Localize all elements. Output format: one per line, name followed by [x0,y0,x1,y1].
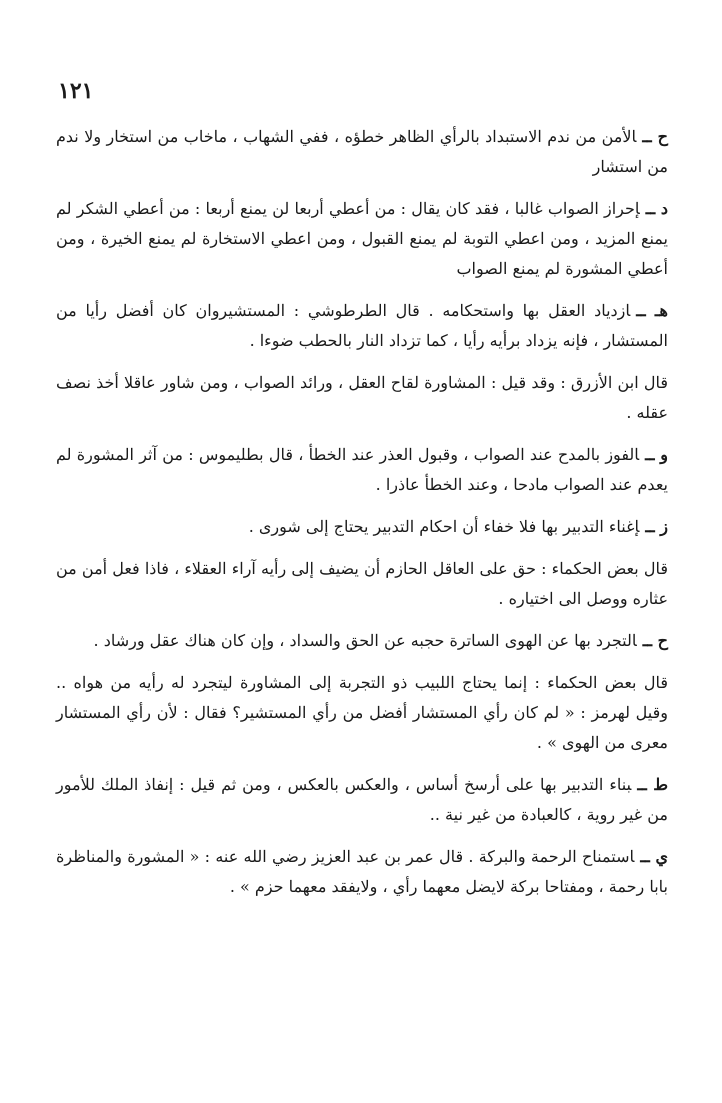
paragraph-text: التجرد بها عن الهوى الساترة حجبه عن الحق والسداد ، وإن كان هناك عقل ورشاد . [93,631,637,650]
paragraph-label: ز ــ [645,517,668,536]
page-body [56,122,668,914]
paragraph-text: قال بعض الحكماء : إنما يحتاج اللبيب ذو التجربة إلى المشاورة ليتجرد له رأيه من هواه .. وقيل لهرمز : « لم كان رأي المستشار أفضل من رأي المستشير؟ فقال : لأن رأي المستشار معرى من الهوى » . [56,673,668,752]
paragraph-text: قال ابن الأزرق : وقد قيل : المشاورة لقاح العقل ، ورائد الصواب ، ومن شاور عاقلا أخذ نصف عقله . [56,373,668,422]
paragraph-text: استمناح الرحمة والبركة . قال عمر بن عبد العزيز رضي الله عنه : « المشورة والمناظرة بابا رحمة ، ومفتاحا بركة لايضل معهما رأي ، ولايفقد معهما حزم » . [56,847,668,896]
paragraph-text: الأمن من ندم الاستبداد بالرأي الظاهر خطؤه ، ففي الشهاب ، ماخاب من استخار ولا ندم من استشار [56,127,668,176]
paragraph [56,842,668,902]
paragraph [56,512,668,542]
paragraph-label: ح ــ [642,127,668,146]
paragraph-label: ط ــ [637,775,668,794]
paragraph [56,368,668,428]
paragraph-label: ي ــ [640,847,669,866]
paragraph-text: بناء التدبير بها على أرسخ أساس ، والعكس بالعكس ، ومن ثم قيل : إنفاذ الملك للأمور من غير روية ، كالعبادة من غير نية .. [56,775,668,824]
paragraph-label: ح ــ [642,631,668,650]
paragraph-text: إحراز الصواب غالبا ، فقد كان يقال : من أعطي أربعا لن يمنع أربعا : من أعطي الشكر لم يمنع المزيد ، ومن اعطي التوبة لم يمنع القبول ، ومن اعطي الاستخارة لم يمنع الخيرة ، ومن أعطي المشورة لم يمنع الصواب [56,199,668,278]
paragraph [56,770,668,830]
paragraph [56,296,668,356]
paragraph [56,122,668,182]
paragraph [56,554,668,614]
page-number: ١٢١ [58,78,94,104]
paragraph-label: و ــ [645,445,669,464]
paragraph-text: قال بعض الحكماء : حق على العاقل الحازم أن يضيف إلى رأيه آراء العقلاء ، فاذا فعل أمن من عثاره ووصل الى اختياره . [56,559,668,608]
paragraph-label: هـ ــ [636,301,668,320]
paragraph-text: ازدياد العقل بها واستحكامه . قال الطرطوشي : المستشيروان كان أفضل رأيا من المستشار ، فإنه يزداد برأيه رأيا ، كما تزداد النار بالحطب ضوءا . [56,301,668,350]
paragraph [56,626,668,656]
paragraph-text: الفوز بالمدح عند الصواب ، وقبول العذر عند الخطأ ، قال بطليموس : من آثر المشورة لم يعدم عند الصواب مادحا ، وعند الخطأ عاذرا . [56,445,668,494]
paragraph-text: إغناء التدبير بها فلا خفاء أن احكام التدبير يحتاج إلى شورى . [248,517,640,536]
paragraph [56,668,668,758]
paragraph [56,194,668,284]
paragraph-label: د ــ [645,199,668,218]
paragraph [56,440,668,500]
